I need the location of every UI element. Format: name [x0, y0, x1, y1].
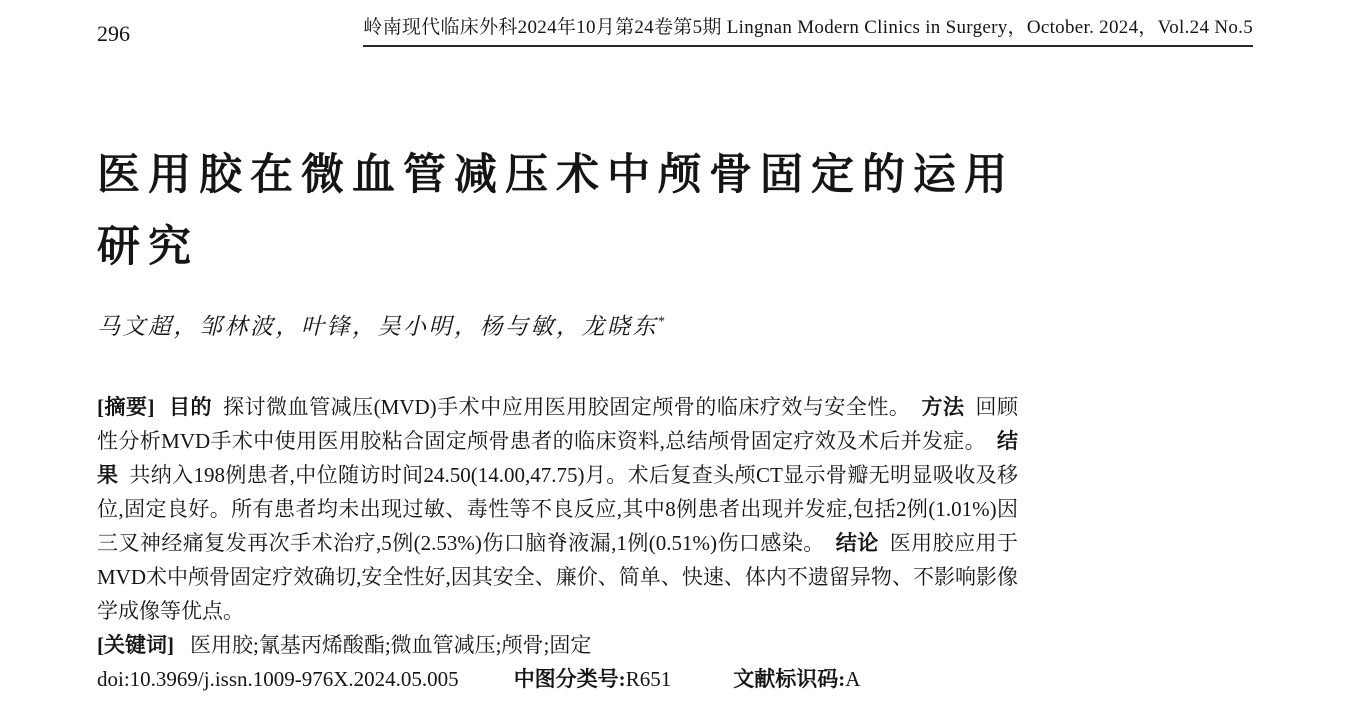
clc-value: R651 [625, 667, 672, 691]
keywords-label: [关键词] [97, 633, 174, 657]
journal-header: 岭南现代临床外科2024年10月第24卷第5期 Lingnan Modern Clinics in Surgery，October. 2024，Vol.24 No.5 [363, 16, 1253, 47]
section-heading-results: 结果 [97, 429, 1018, 487]
section-text-results: 共纳入198例患者,中位随访时间24.50(14.00,47.75)月。术后复查头颅CT显示骨瓣无明显吸收及移位,固定良好。所有患者均未出现过敏、毒性等不良反应,其中8例患者出现并发症,包括2例(1.01%)因三叉神经痛复发再次手术治疗,5例(2.53%)伤口脑脊液漏,1例(0.51%)伤口感染。 [97, 463, 1018, 555]
section-text-methods: 回顾性分析MVD手术中使用医用胶粘合固定颅骨患者的临床资料,总结颅骨固定疗效及术后并发症。 [97, 395, 1018, 453]
doi-text: doi:10.3969/j.issn.1009-976X.2024.05.005 [97, 667, 459, 691]
clc-label: 中图分类号: [513, 667, 626, 691]
doc-code-label: 文献标识码: [733, 667, 846, 691]
abstract-label: [摘要] [97, 395, 155, 419]
article-title: 医用胶在微血管减压术中颅骨固定的运用研究 [97, 152, 1015, 271]
author-footnote-mark: * [658, 314, 668, 330]
section-heading-conclusion: 结论 [835, 531, 879, 555]
section-heading-objective: 目的 [168, 395, 213, 419]
meta-line [97, 662, 1018, 696]
section-heading-methods: 方法 [921, 395, 965, 419]
clc-group [514, 667, 672, 691]
section-text-objective: 探讨微血管减压(MVD)手术中应用医用胶固定颅骨的临床疗效与安全性。 [223, 395, 911, 419]
keywords-line [97, 628, 1018, 662]
doc-code-value: A [845, 667, 861, 691]
doc-code-group [733, 667, 860, 691]
page-header [97, 16, 1253, 47]
abstract-paragraph [97, 390, 1018, 628]
page-number: 296 [97, 21, 130, 46]
authors-line [97, 308, 668, 341]
author-names: 马文超，邹林波，叶锋，吴小明，杨与敏，龙晓东 [97, 314, 658, 339]
keywords-text: 医用胶;氰基丙烯酸酯;微血管减压;颅骨;固定 [190, 633, 592, 657]
abstract-block [97, 390, 1018, 696]
section-text-conclusion: 医用胶应用于MVD术中颅骨固定疗效确切,安全性好,因其安全、廉价、简单、快速、体内不遗留异物、不影响影像学成像等优点。 [97, 531, 1018, 623]
